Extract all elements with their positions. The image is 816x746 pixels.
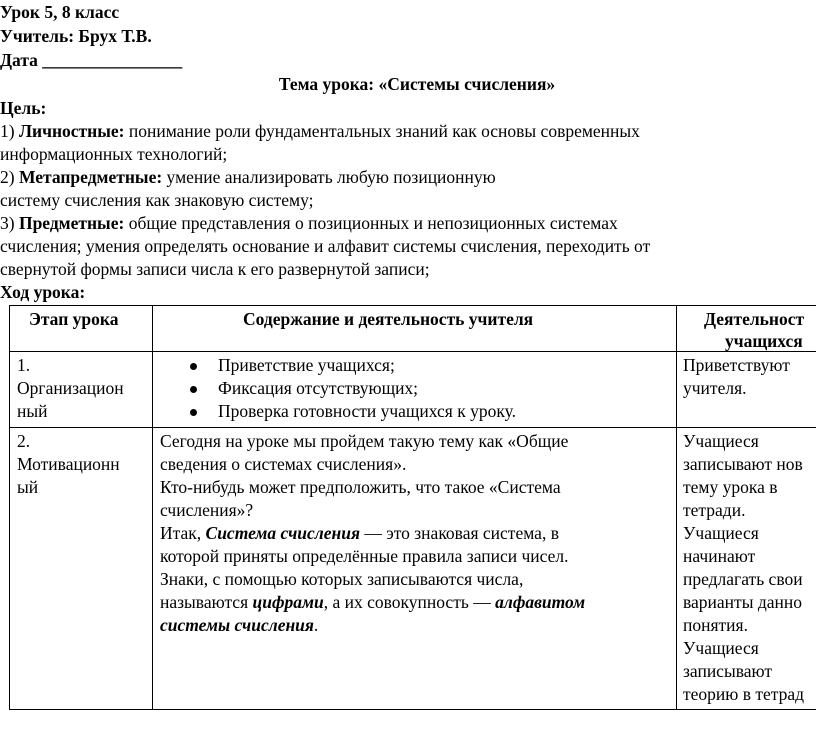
row2-students-line: понятия. bbox=[683, 615, 748, 635]
row2-content-line bbox=[160, 591, 585, 614]
row2-content-line: Кто-нибудь может предположить, что такое «Система bbox=[160, 477, 561, 497]
table-row-divider-2 bbox=[9, 427, 816, 428]
goal-item-1-num: 1) bbox=[0, 121, 15, 141]
table-border-left bbox=[9, 305, 10, 710]
row2-stage-name: Мотивационн bbox=[17, 454, 120, 474]
row2-text: называются bbox=[160, 592, 253, 612]
row1-bullet-item: Приветствие учащихся; bbox=[218, 355, 395, 375]
row2-students-line: Учащиеся bbox=[683, 431, 759, 451]
table-divider-1 bbox=[152, 305, 153, 710]
table-header-students: Деятельност bbox=[704, 309, 805, 329]
goal-item-3-cont2: свернутой формы записи числа к его развернутой записи; bbox=[0, 259, 430, 279]
table-border-bottom bbox=[9, 709, 816, 710]
goal-item-3 bbox=[0, 212, 618, 235]
row2-text: — это знаковая система, в bbox=[359, 523, 559, 543]
bullet-icon bbox=[190, 386, 197, 393]
goal-item-2-text: умение анализировать любую позиционную bbox=[166, 167, 496, 187]
lesson-header: Урок 5, 8 класс bbox=[0, 2, 120, 22]
term-number-system: Система счисления bbox=[205, 523, 360, 543]
table-row-divider-1 bbox=[9, 351, 816, 352]
goal-item-2-num: 2) bbox=[0, 167, 15, 187]
row1-students: Приветствуют bbox=[683, 355, 790, 375]
term-alphabet: алфавитом bbox=[495, 592, 586, 612]
row2-students-line: Учащиеся bbox=[683, 638, 759, 658]
row2-students-line: записывают нов bbox=[683, 454, 803, 474]
row1-stage-num: 1. bbox=[17, 355, 31, 375]
term-digits: цифрами bbox=[252, 592, 324, 612]
table-header-stage: Этап урока bbox=[29, 309, 119, 329]
row2-stage-num: 2. bbox=[17, 431, 31, 451]
table-divider-2 bbox=[676, 305, 677, 710]
row2-stage-name-cont: ый bbox=[17, 477, 39, 497]
row2-students-line: теорию в тетрад bbox=[683, 684, 805, 704]
row2-students-line: предлагать свои bbox=[683, 569, 803, 589]
row2-content-line: Знаки, с помощью которых записываются числа, bbox=[160, 569, 524, 589]
table-header-content: Содержание и деятельность учителя bbox=[243, 309, 534, 329]
row1-bullet-item: Проверка готовности учащихся к уроку. bbox=[218, 401, 516, 421]
row2-content-line: которой приняты определённые правила записи чисел. bbox=[160, 546, 569, 566]
goal-item-1-text: понимание роли фундаментальных знаний как основы современных bbox=[128, 121, 640, 141]
row2-text: Итак, bbox=[160, 523, 206, 543]
course-heading: Ход урока: bbox=[0, 282, 86, 302]
bullet-icon bbox=[190, 363, 197, 370]
table-border-top bbox=[9, 305, 816, 306]
goal-item-2-title: Метапредметные: bbox=[18, 167, 163, 187]
row2-content-line: счисления»? bbox=[160, 500, 254, 520]
row2-students-line: тетради. bbox=[683, 500, 746, 520]
lesson-topic: Тема урока: «Системы счисления» bbox=[278, 74, 556, 94]
row2-text: . bbox=[313, 615, 319, 635]
goal-item-1 bbox=[0, 120, 640, 143]
row1-bullet-item: Фиксация отсутствующих; bbox=[218, 378, 419, 398]
bullet-icon bbox=[190, 409, 197, 416]
goal-item-3-num: 3) bbox=[0, 213, 15, 233]
table-header-students-cont: учащихся bbox=[725, 331, 803, 351]
goal-item-1-cont: информационных технологий; bbox=[0, 144, 228, 164]
row2-students-line: варианты данно bbox=[683, 592, 802, 612]
row2-content-line bbox=[160, 522, 559, 545]
goal-heading: Цель: bbox=[0, 98, 47, 118]
row2-content-line bbox=[160, 614, 318, 637]
row2-students-line: записывают bbox=[683, 661, 772, 681]
goal-item-2-cont: систему счисления как знаковую систему; bbox=[0, 190, 314, 210]
row1-stage-name-cont: ный bbox=[17, 401, 48, 421]
date-line: Дата ________________ bbox=[0, 50, 183, 70]
goal-item-1-title: Личностные: bbox=[18, 121, 125, 141]
goal-item-3-text: общие представления о позиционных и непозиционных системах bbox=[128, 213, 618, 233]
row1-stage-name: Организацион bbox=[17, 378, 124, 398]
row2-students-line: тему урока в bbox=[683, 477, 778, 497]
row2-text: , а их совокупность — bbox=[323, 592, 496, 612]
goal-item-3-cont: счисления; умения определять основание и алфавит системы счисления, переходить от bbox=[0, 236, 651, 256]
term-number-system-2: системы счисления bbox=[160, 615, 314, 635]
row2-content-line: сведения о системах счисления». bbox=[160, 454, 407, 474]
goal-item-2 bbox=[0, 166, 496, 189]
row2-content-line: Сегодня на уроке мы пройдем такую тему как «Общие bbox=[160, 431, 569, 451]
goal-item-3-title: Предметные: bbox=[18, 213, 125, 233]
row2-students-line: начинают bbox=[683, 546, 756, 566]
row1-students-cont: учителя. bbox=[683, 378, 747, 398]
row2-students-line: Учащиеся bbox=[683, 523, 759, 543]
teacher-line: Учитель: Брух Т.В. bbox=[0, 26, 152, 46]
